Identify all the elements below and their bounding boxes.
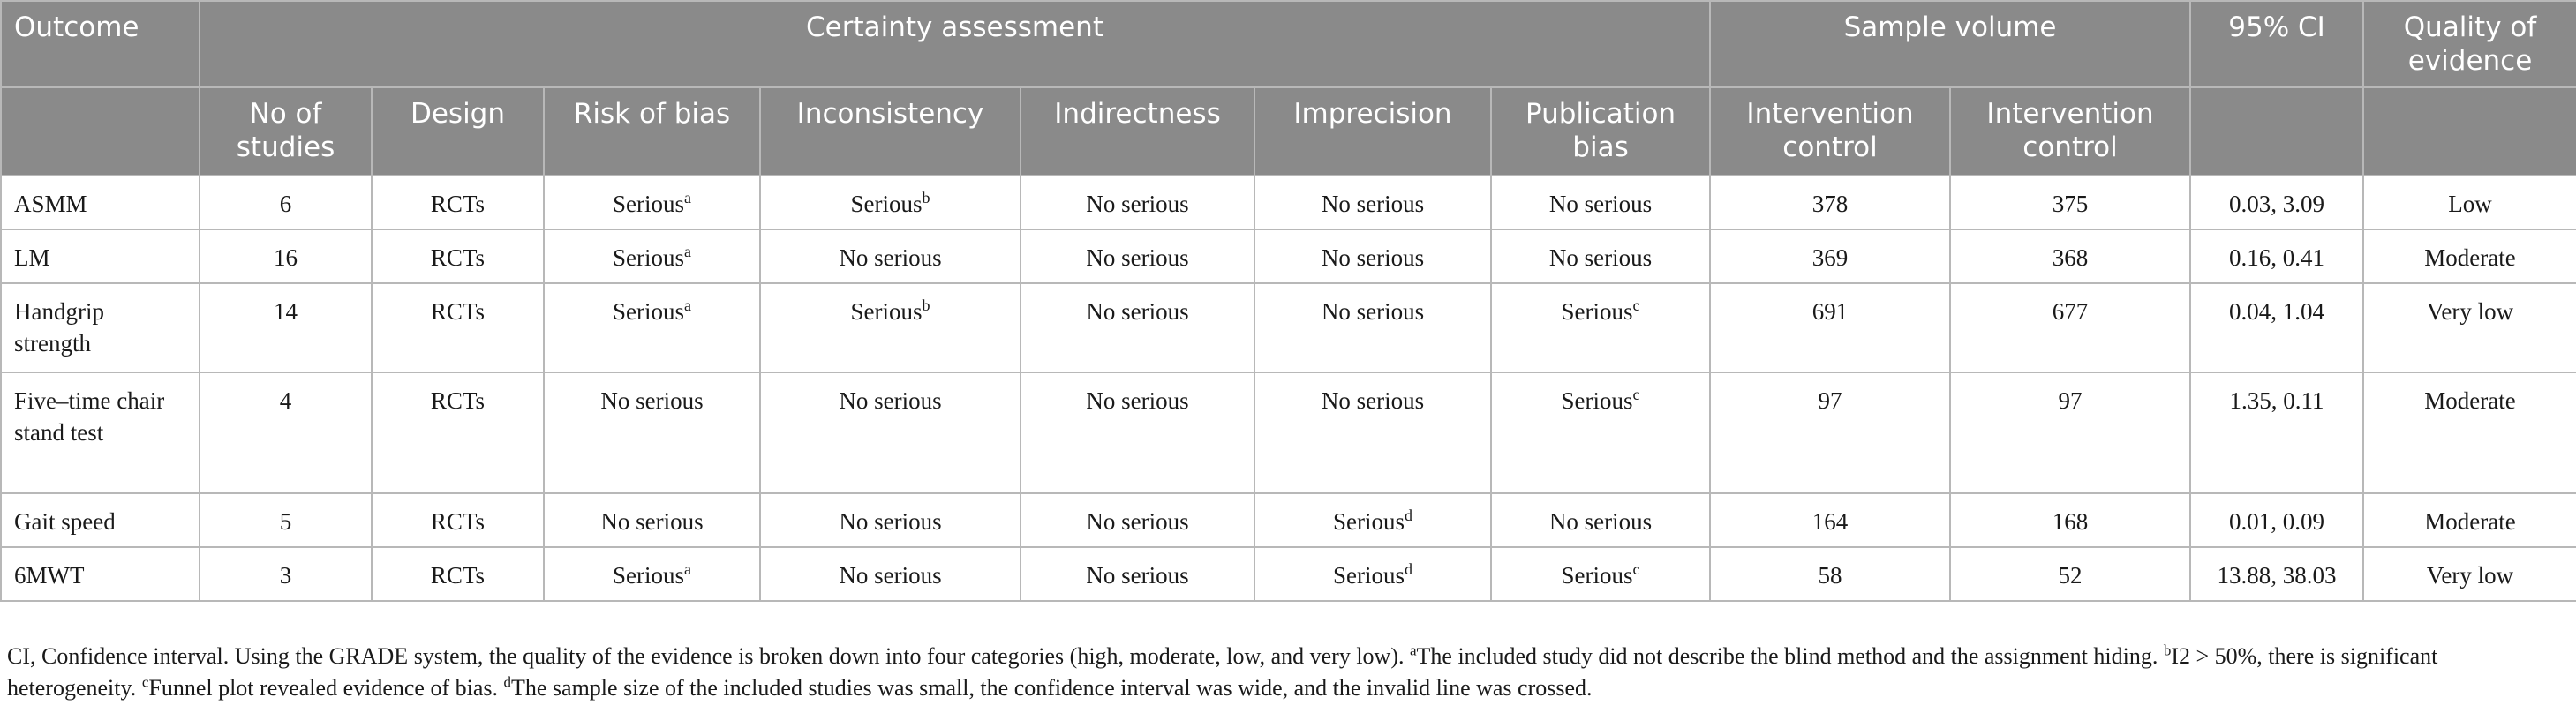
table-row [1,372,2576,493]
cell-publication-bias: No serious [1491,176,1710,229]
header-row-top [1,1,2576,87]
cell-studies: 16 [200,229,372,283]
cell-control: 368 [1950,229,2190,283]
cell-quality: Very low [2363,547,2576,601]
table-row [1,229,2576,283]
cell-indirectness: No serious [1021,547,1254,601]
cell-inconsistency: No serious [760,493,1021,547]
cell-indirectness: No serious [1021,229,1254,283]
cell-inconsistency: Serious$^b$ [760,283,1021,372]
footnote-intro: CI, Confidence interval. Using the GRADE system, the quality of the evidence is broken down into four categories (high, moderate, low, and very low). [7,643,1410,669]
footnote-b-mark: b [2163,642,2172,659]
cell-imprecision: Serious$^d$ [1254,547,1491,601]
header-no-of-studies: No of studies [200,87,372,176]
table-footnote [7,641,2567,704]
header-blank-ci [2190,87,2363,176]
cell-publication-bias: Serious$^c$ [1491,283,1710,372]
cell-ci: 13.88, 38.03 [2190,547,2363,601]
cell-imprecision: No serious [1254,176,1491,229]
header-imprecision: Imprecision [1254,87,1491,176]
cell-outcome: Gait speed [1,493,200,547]
cell-intervention: 164 [1710,493,1950,547]
cell-imprecision: Serious$^d$ [1254,493,1491,547]
cell-outcome: LM [1,229,200,283]
cell-indirectness: No serious [1021,176,1254,229]
cell-studies: 14 [200,283,372,372]
cell-ci: 0.01, 0.09 [2190,493,2363,547]
cell-imprecision: No serious [1254,229,1491,283]
cell-studies: 4 [200,372,372,493]
cell-indirectness: No serious [1021,493,1254,547]
footnote-d-text: The sample size of the included studies was small, the confidence interval was wide, and the invalid line was crossed. [511,675,1593,701]
cell-quality: Moderate [2363,493,2576,547]
cell-quality: Moderate [2363,372,2576,493]
table-row [1,547,2576,601]
cell-ci: 0.04, 1.04 [2190,283,2363,372]
cell-quality: Moderate [2363,229,2576,283]
cell-risk-of-bias: Serious$^a$ [544,547,760,601]
cell-indirectness: No serious [1021,283,1254,372]
cell-inconsistency: No serious [760,229,1021,283]
cell-intervention: 369 [1710,229,1950,283]
header-blank-outcome [1,87,200,176]
cell-outcome: Five–time chair stand test [1,372,200,493]
header-intervention-control-2: Intervention control [1950,87,2190,176]
header-indirectness: Indirectness [1021,87,1254,176]
cell-intervention: 97 [1710,372,1950,493]
cell-ci: 0.03, 3.09 [2190,176,2363,229]
header-publication-bias: Publication bias [1491,87,1710,176]
cell-design: RCTs [372,547,544,601]
header-quality: Quality of evidence [2363,1,2576,87]
footnote-a-mark: a [1409,642,1417,659]
cell-indirectness: No serious [1021,372,1254,493]
footnote-c-mark: c [141,673,149,691]
header-certainty-assessment: Certainty assessment [200,1,1710,87]
cell-design: RCTs [372,283,544,372]
cell-inconsistency: Serious$^b$ [760,176,1021,229]
header-sample-volume: Sample volume [1710,1,2190,87]
cell-publication-bias: No serious [1491,229,1710,283]
footnote-a-text: The included study did not describe the blind method and the assignment hiding. [1416,643,2164,669]
cell-design: RCTs [372,229,544,283]
cell-control: 97 [1950,372,2190,493]
cell-risk-of-bias: Serious$^a$ [544,176,760,229]
cell-control: 677 [1950,283,2190,372]
cell-quality: Very low [2363,283,2576,372]
cell-publication-bias: Serious$^c$ [1491,372,1710,493]
header-intervention-control-1: Intervention control [1710,87,1950,176]
cell-outcome: 6MWT [1,547,200,601]
cell-studies: 3 [200,547,372,601]
cell-risk-of-bias: No serious [544,372,760,493]
cell-publication-bias: Serious$^c$ [1491,547,1710,601]
table-row [1,283,2576,372]
header-row-sub [1,87,2576,176]
cell-intervention: 58 [1710,547,1950,601]
header-inconsistency: Inconsistency [760,87,1021,176]
cell-inconsistency: No serious [760,547,1021,601]
cell-control: 52 [1950,547,2190,601]
cell-control: 375 [1950,176,2190,229]
footnote-c-text: Funnel plot revealed evidence of bias. [148,675,504,701]
cell-inconsistency: No serious [760,372,1021,493]
cell-risk-of-bias: Serious$^a$ [544,283,760,372]
cell-design: RCTs [372,493,544,547]
cell-imprecision: No serious [1254,283,1491,372]
cell-studies: 5 [200,493,372,547]
header-ci: 95% CI [2190,1,2363,87]
cell-design: RCTs [372,372,544,493]
header-outcome: Outcome [1,1,200,87]
cell-ci: 1.35, 0.11 [2190,372,2363,493]
cell-design: RCTs [372,176,544,229]
header-blank-quality [2363,87,2576,176]
table-row [1,493,2576,547]
cell-intervention: 378 [1710,176,1950,229]
cell-studies: 6 [200,176,372,229]
cell-outcome: ASMM [1,176,200,229]
cell-ci: 0.16, 0.41 [2190,229,2363,283]
header-design: Design [372,87,544,176]
cell-intervention: 691 [1710,283,1950,372]
footnote-d-mark: d [503,673,511,691]
header-risk-of-bias: Risk of bias [544,87,760,176]
cell-risk-of-bias: No serious [544,493,760,547]
cell-quality: Low [2363,176,2576,229]
footnote-b-text: I2 > 50%, there is significant heterogeneity. [7,643,2438,701]
cell-publication-bias: No serious [1491,493,1710,547]
table-row [1,176,2576,229]
cell-control: 168 [1950,493,2190,547]
cell-imprecision: No serious [1254,372,1491,493]
cell-outcome: Handgrip strength [1,283,200,372]
cell-risk-of-bias: Serious$^a$ [544,229,760,283]
